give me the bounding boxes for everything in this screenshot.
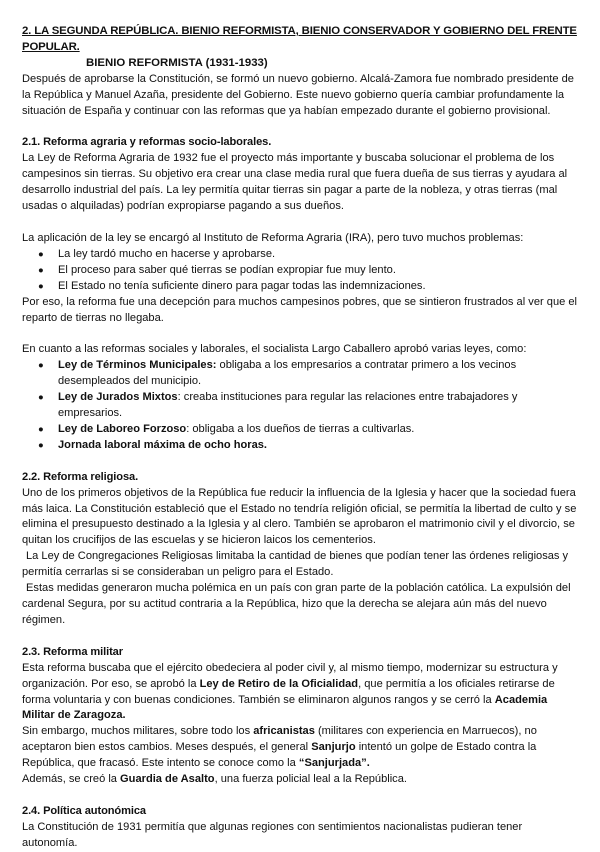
bold-term: Ley de Retiro de la Oficialidad — [199, 677, 359, 690]
list-item: ● La ley tardó mucho en hacerse y aprobarse. — [58, 247, 578, 263]
problems-list — [22, 247, 578, 295]
section-2-1-paragraph-2: La aplicación de la ley se encargó al Instituto de Reforma Agraria (IRA), pero tuvo muchos problemas: — [22, 231, 524, 244]
list-item — [58, 438, 578, 454]
title-line-1: 2. LA SEGUNDA REPÚBLICA. BIENIO REFORMISTA, BIENIO CONSERVADOR Y GOBIERNO DEL FRENTE — [22, 25, 577, 37]
section-2-2-paragraph-2: La Ley de Congregaciones Religiosas limitaba la cantidad de bienes que podían tener las órdenes religiosas y permitía cerrarlas si se consideraban un peligro para el Estado. — [22, 550, 569, 579]
text-span: (militares con experiencia en Marruecos), no aceptaron bien estos cambios. Meses después, el general — [22, 725, 537, 754]
section-2-1-paragraph-1: La Ley de Reforma Agraria de 1932 fue el proyecto más importante y buscaba solucionar el problema de los campesinos sin tierras. Su objetivo era crear una clase media rural que fuera dueña de sus tierras y ayudara al desarrollo industrial del país. La ley permitía quitar tierras sin pagar a parte de la nobleza, y otras tierras (mal usadas o alquiladas) podrían expropiarse pagando a sus dueños. — [22, 152, 568, 213]
bold-term: Academia Militar de Zaragoza. — [22, 693, 548, 722]
list-item: ● El Estado no tenía suficiente dinero para pagar todas las indemnizaciones. — [58, 279, 578, 295]
list-item — [58, 390, 578, 422]
document-page — [22, 24, 578, 852]
laws-list — [22, 358, 578, 453]
bold-term: africanistas — [253, 725, 315, 738]
section-2-3-paragraph-3 — [22, 772, 578, 788]
section-2-3-paragraph-2 — [22, 724, 578, 772]
bold-term: Guardia de Asalto — [120, 773, 215, 786]
law-name: Ley de Términos Municipales: — [58, 359, 217, 372]
section-2-3-paragraph-1 — [22, 661, 578, 725]
list-item — [58, 358, 578, 390]
law-description: : obligaba a los dueños de tierras a cultivarlas. — [186, 422, 415, 435]
section-2-2-paragraph-3: Estas medidas generaron mucha polémica en un país con gran parte de la población católica. La expulsión del cardenal Segura, por su actitud contraria a la República, hizo que la derecha se alejara aún más del nuevo régimen. — [22, 582, 571, 626]
law-description: obligaba a los empresarios a contratar primero a los vecinos desempleados del municipio. — [58, 359, 517, 388]
list-item — [58, 422, 578, 438]
bold-term: “Sanjurjada”. — [298, 757, 370, 770]
text-span: , una fuerza policial leal a la República. — [214, 773, 407, 786]
section-2-1-paragraph-3: Por eso, la reforma fue una decepción para muchos campesinos pobres, que se sintieron frustrados al ver que el reparto de tierras no llegaba. — [22, 295, 577, 324]
text-span: Además, se creó la — [22, 773, 121, 786]
section-2-1-heading: 2.1. Reforma agraria y reformas socio-laborales. — [22, 136, 272, 149]
section-2-3-heading: 2.3. Reforma militar — [22, 645, 123, 658]
subtitle: BIENIO REFORMISTA (1931-1933) — [86, 56, 268, 69]
list-item: ● El proceso para saber qué tierras se podían expropiar fue muy lento. — [58, 263, 578, 279]
section-2-4-heading: 2.4. Política autonómica — [22, 804, 146, 817]
law-name: Ley de Laboreo Forzoso — [58, 422, 187, 435]
law-description: : creaba instituciones para regular las relaciones entre trabajadores y empresarios. — [58, 391, 518, 420]
text-span: , que permitía a los oficiales retirarse de forma voluntaria y con buenas condiciones. También se eliminaron algunos rangos y se cerró la — [22, 677, 555, 706]
document-title — [22, 24, 578, 56]
intro-paragraph: Después de aprobarse la Constitución, se formó un nuevo gobierno. Alcalá-Zamora fue nombrado presidente de la República y Manuel Azaña, presidente del Gobierno. Este nuevo gobierno quería cambiar profundamente la situación de España y continuar con las reformas que ya habían empezado durante el gobierno provisional. — [22, 72, 574, 117]
section-2-2-paragraph-1: Uno de los primeros objetivos de la República fue reducir la influencia de la Iglesia y hacer que la sociedad fuera más laica. La Constitución estableció que el Estado no tendría religión oficial, se permitía la libertad de culto y se elimina el presupuesto destinado a la Iglesia y al clero. También se aprobaron el matrimonio civil y el divorcio, se quitan los crucifijos de las escuelas y se hicieron laicos los cementerios. — [22, 486, 577, 547]
law-name: Jornada laboral máxima de ocho horas. — [58, 438, 267, 451]
text-span: Sin embargo, muchos militares, sobre todo los — [22, 725, 254, 738]
section-2-1-paragraph-4: En cuanto a las reformas sociales y laborales, el socialista Largo Caballero aprobó varias leyes, como: — [22, 343, 527, 356]
law-name: Ley de Jurados Mixtos — [58, 391, 178, 404]
title-line-2: POPULAR. — [22, 40, 80, 53]
section-2-2-heading: 2.2. Reforma religiosa. — [22, 470, 139, 483]
text-span: Esta reforma buscaba que el ejército obedeciera al poder civil y, al mismo tiempo, modernizar su estructura y organización. Por eso, se aprobó la — [22, 661, 558, 690]
text-span: intentó un golpe de Estado contra la República, que fracasó. Este intento se conoce como la — [22, 741, 537, 770]
section-2-4-paragraph-1: La Constitución de 1931 permitía que algunas regiones con sentimientos nacionalistas pudieran tener autonomía. — [22, 820, 523, 849]
bold-term: Sanjurjo — [311, 741, 356, 754]
